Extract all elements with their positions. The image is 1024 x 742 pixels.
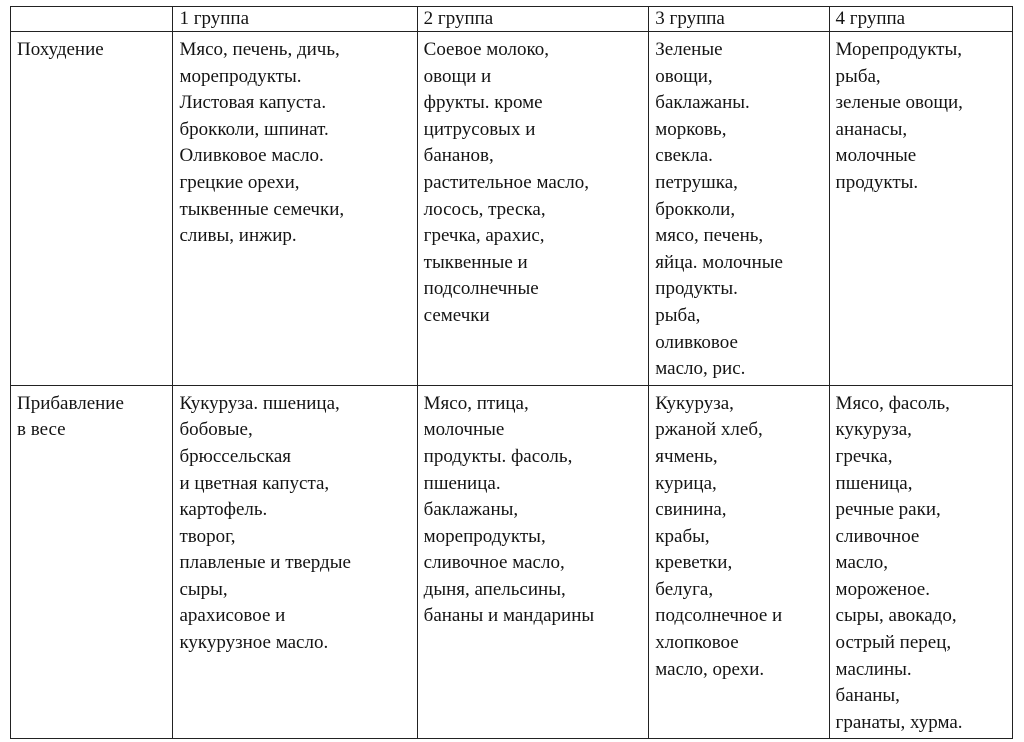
food-text-line: масло, орехи. [655,658,765,680]
food-text-line: крабы, [655,525,710,547]
food-text-line: сыры, авокадо, [835,605,957,627]
food-text-line: Кукуруза. пшеница, [179,392,340,414]
food-text-line: морепродукты, [423,525,546,547]
food-text-line: креветки, [655,552,733,574]
group-2-foods-cell [417,385,649,739]
food-text-line: Соевое молоко, [423,39,550,60]
food-text-line: пшеница, [835,472,913,494]
food-text-line: морковь, [655,118,727,140]
food-text-line: фрукты. кроме [423,92,543,114]
food-text-line: гречка, арахис, [423,225,545,247]
food-text-line: мороженое. [835,578,930,600]
food-text-line: молочные [423,419,505,441]
food-text-line: грецкие орехи, [179,171,300,193]
group-4-foods-cell [829,32,1012,386]
food-text-line: бананов, [423,145,494,167]
food-text-line: белуга, [655,578,714,600]
row-category-cell [11,32,173,386]
table-row-weight-loss [11,32,1013,386]
food-text-line: ананасы, [835,118,908,140]
category-text-line: в весе [17,419,66,441]
food-text-line: арахисовое и [179,605,286,627]
food-text-line: ячмень, [655,445,718,467]
food-text-line: Зеленые [655,39,723,60]
food-text-line: лосось, треска, [423,198,546,220]
food-text-line: Кукуруза, [655,392,734,414]
category-text-line: Похудение [17,39,104,60]
food-text-line: петрушка, [655,171,738,193]
group-1-foods-cell [173,32,417,386]
food-text-line: овощи и [423,65,492,87]
food-text-line: сливы, инжир. [179,225,297,247]
food-text-line: дыня, апельсины, [423,578,566,600]
row-category-cell [11,385,173,739]
food-text-line: речные раки, [835,499,941,521]
food-text-line: молочные [835,145,917,167]
category-text-line: Прибавление [17,392,124,414]
food-text-line: сыры, [179,578,228,600]
food-text-line: масло, рис. [655,358,746,380]
group-3-foods-cell [649,32,829,386]
food-text-line: оливковое [655,331,738,353]
document-page [10,6,1013,735]
food-text-line: бананы, [835,685,900,707]
food-text-line: брокколи, [655,198,736,220]
food-text-line: и цветная капуста, [179,472,330,494]
group-4-foods-cell [829,385,1012,739]
food-text-line: продукты. [835,171,919,193]
food-text-line: кукуруза, [835,419,912,441]
food-text-line: Морепродукты, [835,39,962,60]
food-text-line: морепродукты. [179,65,302,87]
food-text-line: гречка, [835,445,893,467]
food-text-line: свекла. [655,145,713,167]
header-group-4: 4 группа [829,7,1012,32]
food-text-line: Оливковое масло. [179,145,324,167]
food-text-line: семечки [423,304,490,326]
food-text-line: яйца. молочные [655,251,783,273]
header-row [11,7,1013,32]
food-text-line: продукты. фасоль, [423,445,573,467]
food-text-line: сливочное масло, [423,552,565,574]
food-text-line: брокколи, шпинат. [179,118,329,140]
food-text-line: острый перец, [835,632,952,654]
food-text-line: рыба, [835,65,881,87]
food-text-line: цитрусовых и [423,118,536,140]
food-text-line: продукты. [655,278,738,300]
food-text-line: баклажаны, [423,499,519,521]
food-text-line: курица, [655,472,717,494]
food-text-line: Листовая капуста. [179,92,327,114]
food-text-line: творог, [179,525,236,547]
food-text-line: гранаты, хурма. [835,711,963,733]
header-group-1: 1 группа [173,7,417,32]
food-text-line: Мясо, птица, [423,392,529,414]
header-group-2: 2 группа [417,7,649,32]
food-text-line: сливочное [835,525,920,547]
food-text-line: овощи, [655,65,713,87]
food-text-line: бобовые, [179,419,253,441]
food-text-line: зеленые овощи, [835,92,963,114]
table-row-weight-gain [11,385,1013,739]
food-text-line: масло, [835,552,889,574]
food-text-line: хлопковое [655,632,739,654]
food-text-line: тыквенные и [423,251,528,273]
food-text-line: Мясо, печень, дичь, [179,39,340,60]
food-text-line: Мясо, фасоль, [835,392,950,414]
food-text-line: подсолнечные [423,278,539,300]
food-text-line: кукурузное масло. [179,632,329,654]
food-text-line: бананы и мандарины [423,605,595,627]
header-corner-cell [11,7,173,32]
group-1-foods-cell [173,385,417,739]
food-text-line: баклажаны. [655,92,750,114]
group-3-foods-cell [649,385,829,739]
food-text-line: плавленые и твердые [179,552,351,574]
food-text-line: тыквенные семечки, [179,198,345,220]
food-text-line: пшеница. [423,472,501,494]
diet-table [10,6,1013,739]
food-text-line: подсолнечное и [655,605,783,627]
food-text-line: маслины. [835,658,912,680]
header-group-3: 3 группа [649,7,829,32]
food-text-line: рыба, [655,304,701,326]
group-2-foods-cell [417,32,649,386]
food-text-line: ржаной хлеб, [655,419,763,441]
food-text-line: растительное масло, [423,171,589,193]
food-text-line: картофель. [179,499,268,521]
food-text-line: брюссельская [179,445,292,467]
food-text-line: свинина, [655,499,727,521]
food-text-line: мясо, печень, [655,225,764,247]
